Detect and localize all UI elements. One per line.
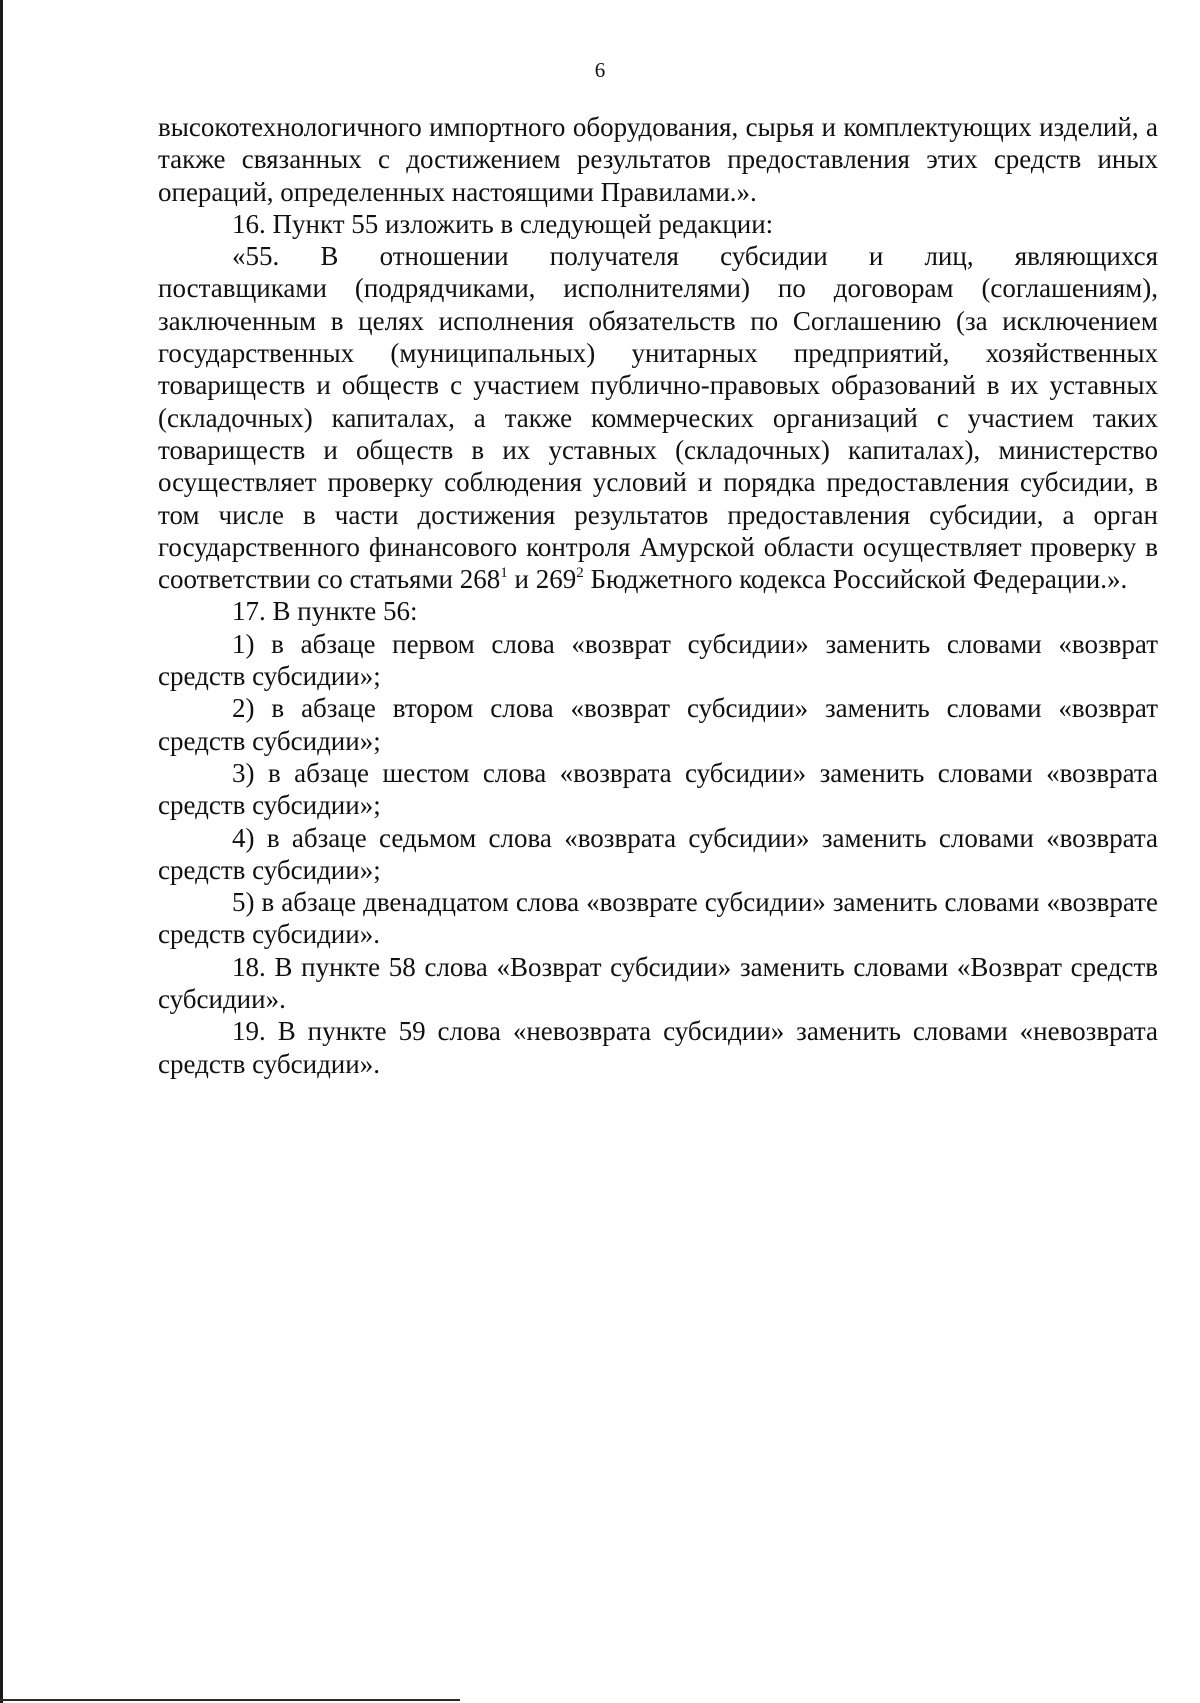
paragraph-item-17-2: 2) в абзаце втором слова «возврат субсидии» заменить словами «возврат средств субсидии»; [158,693,1158,756]
paragraph-item-17-5: 5) в абзаце двенадцатом слова «возврате субсидии» заменить словами «возврате средств субсидии». [158,887,1158,950]
paragraph-item-55-first-line: «55. В отношении получателя субсидии и лиц, являющихся [232,241,1158,272]
paragraph-item-17-1: 1) в абзаце первом слова «возврат субсидии» заменить словами «возврат средств субсидии»; [158,628,1158,692]
paragraph-item-17-3: 3) в абзаце шестом слова «возврата субсидии» заменить словами «возврата средств субсидии»; [158,757,1158,821]
paragraph-item-55 [158,272,1158,595]
document-body [158,111,1158,1080]
paragraph-item-55-body: поставщиками (подрядчиками, исполнителями) по договорам (соглашениям), заключенным в целях исполнения обязательств по Соглашению (за исключением государственных (муниципальных) унитарных предприятий, хозяйственных товариществ и обществ с участием публично-правовых образований в их уставных (складочных) капиталах, а также коммерческих организаций с участием таких товариществ и обществ в их уставных (складочных) капиталах), министерство осуществляет проверку соблюдения условий и порядка предоставления субсидии, в том числе в части достижения результатов предоставления субсидии, а орган государственного финансового контроля Амурской области осуществляет проверку в соответствии со статьями [158,273,1158,595]
paragraph-item-55-tail: Бюджетного кодекса Российской Федерации.». [583,564,1128,595]
paragraph-item-17: 17. В пункте 56: [232,596,418,627]
scan-edge-left [0,0,3,1703]
conjunction-and: и [507,564,536,595]
paragraph-intro: высокотехнологичного импортного оборудования, сырья и комплектующих изделий, а также связанных с достижением результатов предоставления этих средств иных операций, определенных настоящими Правилами.». [158,112,1158,207]
article-superscript-1: 1 [500,565,508,582]
article-number-269: 269 [535,564,577,595]
paragraph-item-18: 18. В пункте 58 слова «Возврат субсидии» заменить словами «Возврат средств субсидии». [158,951,1158,1015]
paragraph-item-19: 19. В пункте 59 слова «невозврата субсидии» заменить словами «невозврата средств субсидии». [158,1016,1158,1079]
paragraph-item-17-4: 4) в абзаце седьмом слова «возврата субсидии» заменить словами «возврата средств субсидии»; [158,822,1158,885]
paragraph-item-16: 16. Пункт 55 изложить в следующей редакции: [232,208,774,239]
scan-edge-bottom [0,1699,460,1701]
article-number-268: 268 [459,564,501,595]
page-number: 6 [594,58,606,82]
article-superscript-2: 2 [576,565,584,582]
